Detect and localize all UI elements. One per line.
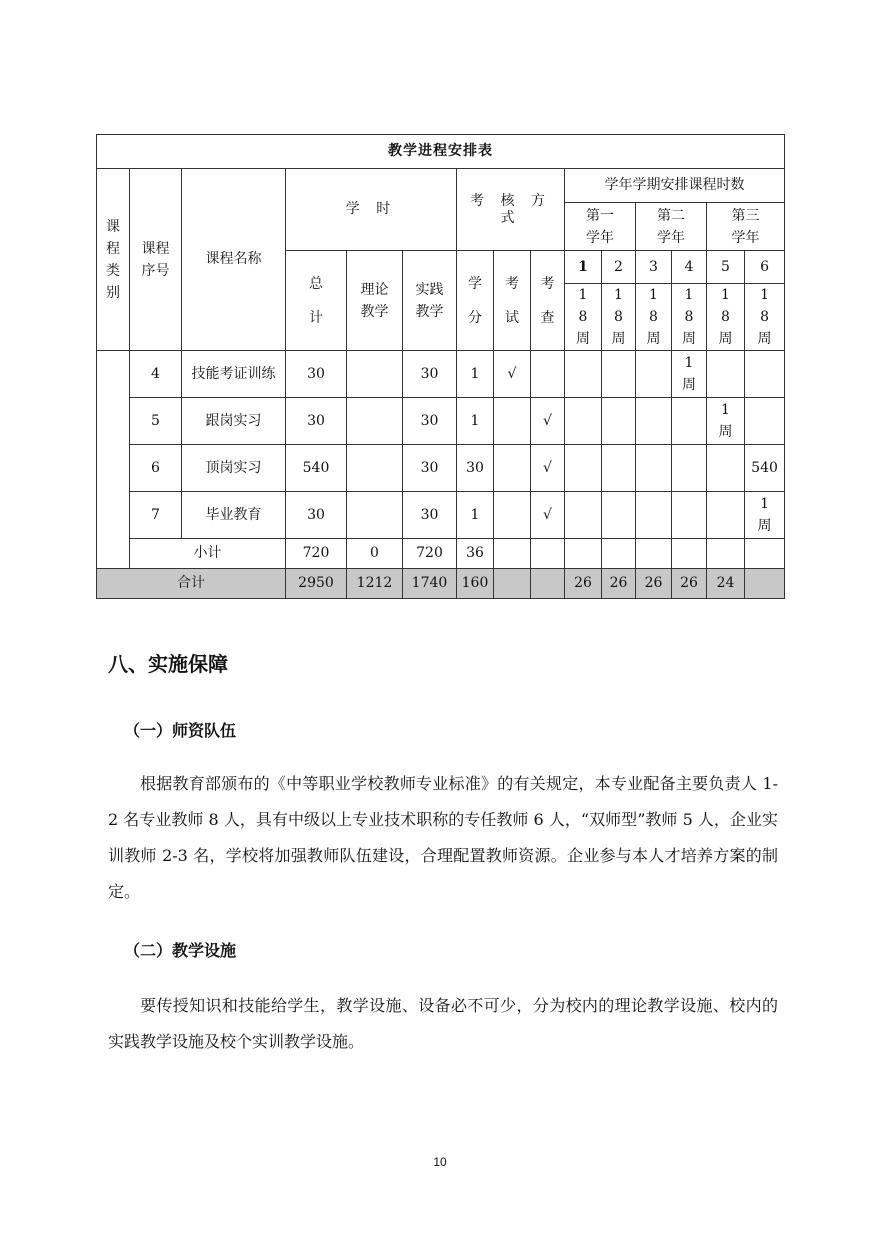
term-value: [602, 445, 636, 492]
check-cell: [531, 351, 565, 398]
term-value: [672, 398, 707, 445]
header-name: 课程名称: [182, 169, 286, 351]
subtotal-row: [97, 539, 785, 569]
seq-cell: 7: [130, 492, 182, 539]
empty-cell: [602, 539, 636, 569]
subtotal-label: 小计: [130, 539, 286, 569]
name-cell: 顶岗实习: [182, 445, 286, 492]
header-practice: 实践教学: [403, 251, 457, 351]
header-year1: 第一学年: [565, 203, 636, 251]
practice-cell: 30: [403, 445, 457, 492]
term-value: [636, 445, 672, 492]
table-row: [97, 492, 785, 539]
empty-cell: [745, 539, 785, 569]
check-cell: √: [531, 398, 565, 445]
term-value: [672, 445, 707, 492]
week-cell: 18周: [636, 284, 672, 351]
grand-total-practice: 1740: [403, 569, 457, 599]
header-seq: 课程序号: [130, 169, 182, 351]
table-title: 教学进程安排表: [97, 135, 785, 169]
term-value: [636, 492, 672, 539]
seq-cell: 4: [130, 351, 182, 398]
grand-total-term: 26: [672, 569, 707, 599]
term-value: 1周: [707, 398, 745, 445]
table-row: [97, 445, 785, 492]
term-value: [745, 398, 785, 445]
empty-cell: [494, 569, 531, 599]
empty-cell: [707, 539, 745, 569]
practice-cell: 30: [403, 351, 457, 398]
schedule-table: [96, 134, 785, 599]
term-cell: 6: [745, 251, 785, 284]
theory-cell: [347, 492, 403, 539]
name-cell: 跟岗实习: [182, 398, 286, 445]
header-year3: 第三学年: [707, 203, 785, 251]
subtotal-theory: 0: [347, 539, 403, 569]
subtotal-total: 720: [286, 539, 347, 569]
empty-cell: [672, 539, 707, 569]
term-value: [565, 492, 602, 539]
header-theory: 理论教学: [347, 251, 403, 351]
empty-cell: [636, 539, 672, 569]
term-cell: 2: [602, 251, 636, 284]
term-value: 1周: [745, 492, 785, 539]
facilities-paragraph: 要传授知识和技能给学生，教学设施、设备必不可少，分为校内的理论教学设施、校内的实践教学设施及校个实训教学设施。: [108, 996, 778, 1051]
term-value: [707, 351, 745, 398]
header-check: 考查: [531, 251, 565, 351]
grand-total-total: 2950: [286, 569, 347, 599]
term-value: [565, 398, 602, 445]
grand-total-label: 合计: [97, 569, 286, 599]
week-cell: 18周: [707, 284, 745, 351]
term-value: [707, 492, 745, 539]
week-cell: 18周: [602, 284, 636, 351]
header-hours: 学 时: [286, 169, 457, 251]
practice-cell: 30: [403, 398, 457, 445]
credit-cell: 30: [457, 445, 494, 492]
term-cell: 4: [672, 251, 707, 284]
seq-cell: 5: [130, 398, 182, 445]
exam-cell: [494, 445, 531, 492]
header-category: 课程类别: [97, 169, 130, 351]
term-value: [565, 351, 602, 398]
practice-cell: 30: [403, 492, 457, 539]
grand-total-term: 26: [602, 569, 636, 599]
total-cell: 30: [286, 492, 347, 539]
term-value: 1周: [672, 351, 707, 398]
subtotal-credit: 36: [457, 539, 494, 569]
week-cell: 18周: [745, 284, 785, 351]
term-value: [636, 351, 672, 398]
grand-total-term: [745, 569, 785, 599]
theory-cell: [347, 445, 403, 492]
empty-cell: [565, 539, 602, 569]
grand-total-credit: 160: [457, 569, 494, 599]
subsection-heading-faculty: （一）师资队伍: [124, 721, 237, 740]
header-assess: 考 核 方 式: [457, 169, 565, 251]
credit-cell: 1: [457, 492, 494, 539]
theory-cell: [347, 398, 403, 445]
theory-cell: [347, 351, 403, 398]
seq-cell: 6: [130, 445, 182, 492]
subtotal-practice: 720: [403, 539, 457, 569]
exam-cell: [494, 398, 531, 445]
check-cell: √: [531, 492, 565, 539]
header-credit: 学分: [457, 251, 494, 351]
header-schedule: 学年学期安排课程时数: [565, 169, 785, 203]
subsection-heading-facilities: （二）教学设施: [124, 941, 237, 960]
term-cell: 1: [565, 251, 602, 284]
exam-cell: √: [494, 351, 531, 398]
section-heading: 八、实施保障: [108, 652, 228, 676]
term-value: [602, 398, 636, 445]
term-value: [745, 351, 785, 398]
check-cell: √: [531, 445, 565, 492]
name-cell: 技能考证训练: [182, 351, 286, 398]
header-total: 总计: [286, 251, 347, 351]
week-cell: 18周: [672, 284, 707, 351]
total-cell: 30: [286, 351, 347, 398]
header-year2: 第二学年: [636, 203, 707, 251]
grand-total-term: 24: [707, 569, 745, 599]
table-row: [97, 398, 785, 445]
week-cell: 18周: [565, 284, 602, 351]
term-value: [636, 398, 672, 445]
page-number: 10: [433, 1155, 447, 1169]
table-row: [97, 351, 785, 398]
category-cell: [97, 351, 130, 569]
term-value: 540: [745, 445, 785, 492]
term-value: [602, 492, 636, 539]
term-value: [672, 492, 707, 539]
term-cell: 3: [636, 251, 672, 284]
term-cell: 5: [707, 251, 745, 284]
empty-cell: [531, 539, 565, 569]
grand-total-term: 26: [565, 569, 602, 599]
grand-total-term: 26: [636, 569, 672, 599]
term-value: [602, 351, 636, 398]
credit-cell: 1: [457, 351, 494, 398]
credit-cell: 1: [457, 398, 494, 445]
empty-cell: [531, 569, 565, 599]
name-cell: 毕业教育: [182, 492, 286, 539]
term-value: [707, 445, 745, 492]
faculty-paragraph: 根据教育部颁布的《中等职业学校教师专业标准》的有关规定，本专业配备主要负责人 1-2 名专业教师 8 人，具有中级以上专业技术职称的专任教师 6 人，“双师型”教师 5 人，企业实训教师 2-3 名，学校将加强教师队伍建设，合理配置教师资源。企业参与本人才培养方案的制定。: [108, 774, 778, 901]
grand-total-theory: 1212: [347, 569, 403, 599]
grand-total-row: [97, 569, 785, 599]
empty-cell: [494, 539, 531, 569]
term-value: [565, 445, 602, 492]
total-cell: 540: [286, 445, 347, 492]
total-cell: 30: [286, 398, 347, 445]
exam-cell: [494, 492, 531, 539]
header-exam: 考试: [494, 251, 531, 351]
